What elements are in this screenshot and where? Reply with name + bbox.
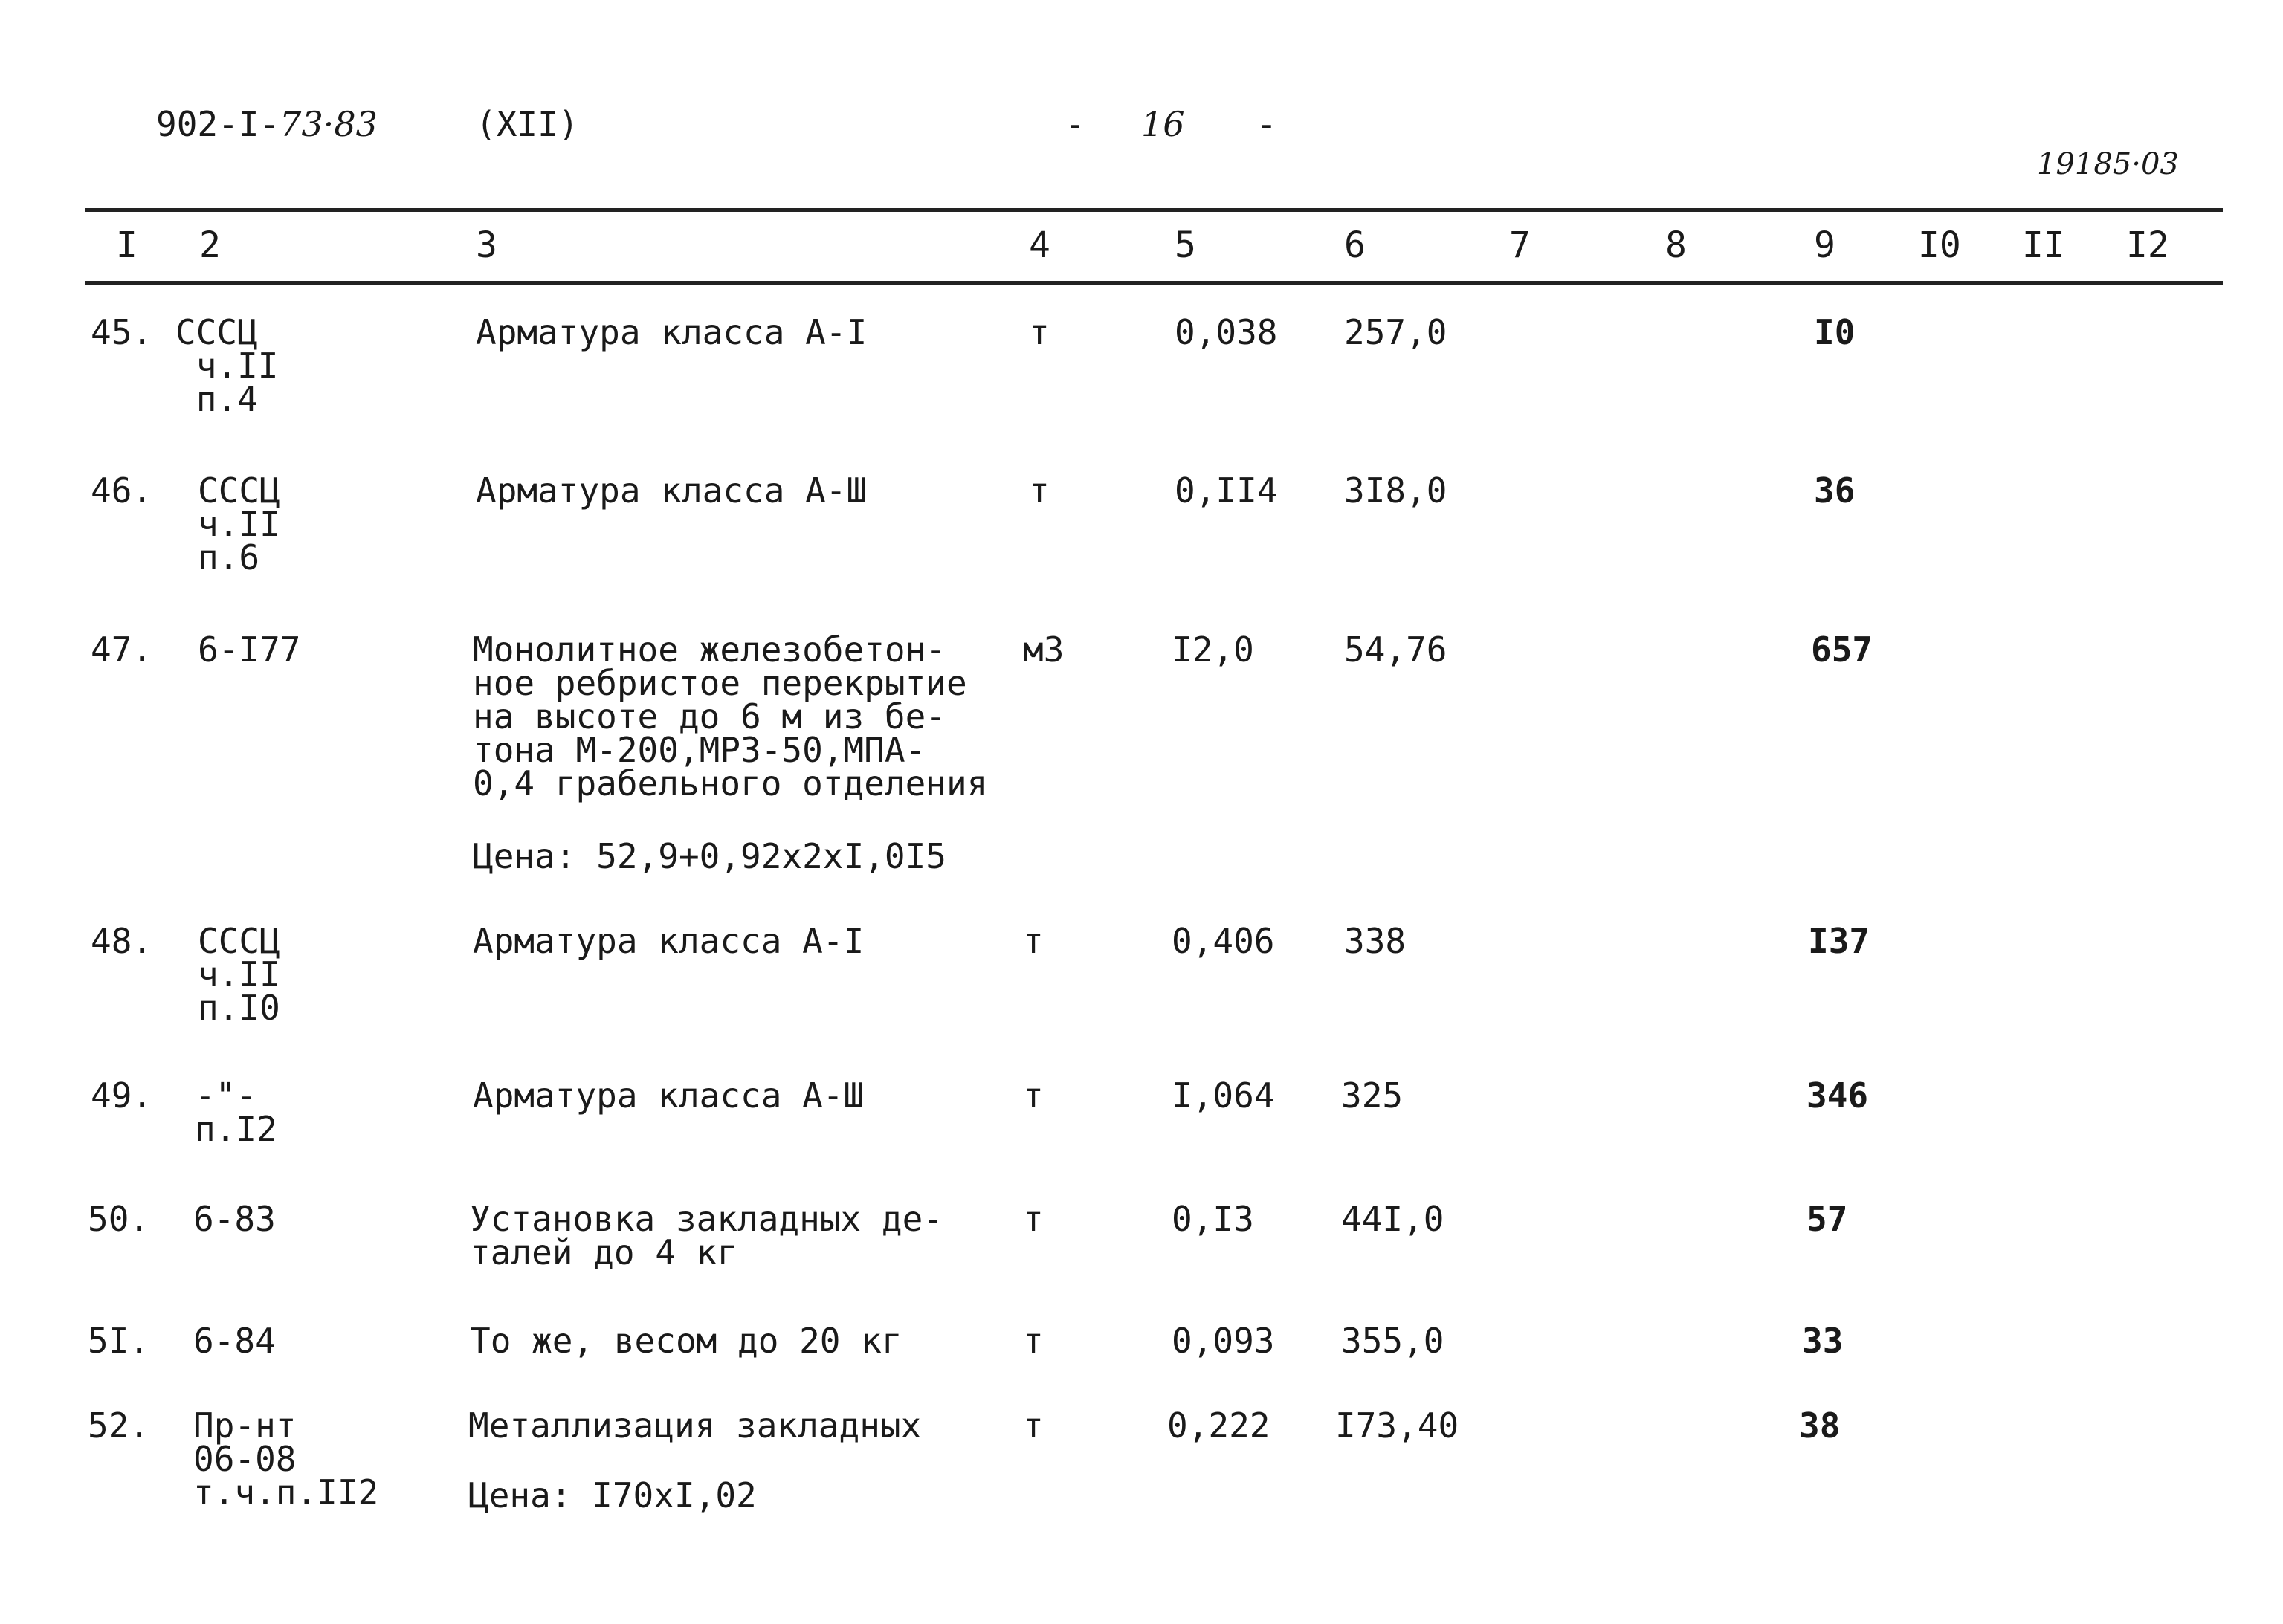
norm-reference: СССЦ ч.II п.6	[198, 470, 280, 578]
total-cost: 33	[1802, 1321, 1844, 1361]
norm-reference: 6-84	[193, 1321, 276, 1361]
row-number: 48.	[91, 921, 153, 961]
work-description: Арматура класса А-I	[476, 312, 868, 352]
column-header-5: 5	[1175, 224, 1196, 266]
unit-price: 355,0	[1341, 1321, 1444, 1361]
row-number: 5I.	[88, 1321, 150, 1361]
column-header-4: 4	[1029, 224, 1050, 266]
work-description: Монолитное железобетон- ное ребристое перекрытие на высоте до 6 м из бе- тона М-200,МРЗ-50,МПА- 0,4 грабельного отделения	[473, 630, 988, 803]
work-description: Арматура класса А-Ш	[476, 470, 868, 511]
column-header-1: I	[116, 224, 138, 266]
quantity: 0,222	[1167, 1405, 1270, 1446]
column-header-7: 7	[1509, 224, 1531, 266]
column-header-9: 9	[1814, 224, 1835, 266]
page-dash-right: -	[1256, 104, 1277, 144]
unit: м3	[1023, 630, 1065, 670]
column-header-3: 3	[476, 224, 497, 266]
quantity: 0,093	[1172, 1321, 1275, 1361]
total-cost: 657	[1811, 630, 1873, 670]
quantity: 0,406	[1172, 921, 1275, 961]
quantity: 0,038	[1175, 312, 1278, 352]
norm-reference: СССЦ ч.II п.I0	[198, 921, 280, 1028]
quantity: I,064	[1172, 1075, 1275, 1116]
document-code-handwritten: 73·83	[280, 104, 378, 144]
header-bottom-rule	[85, 281, 2223, 285]
quantity: 0,I3	[1172, 1199, 1254, 1239]
row-number: 47.	[91, 630, 153, 670]
work-description: То же, весом до 20 кг	[470, 1321, 902, 1361]
column-header-6: 6	[1344, 224, 1366, 266]
norm-reference: 6-83	[193, 1199, 276, 1239]
unit: т	[1023, 1405, 1044, 1446]
section-label: (XII)	[476, 104, 579, 144]
document-code-printed: 902-I-	[156, 104, 280, 144]
unit: т	[1023, 1199, 1044, 1239]
page-number: 16	[1141, 104, 1185, 144]
column-header-11: II	[2022, 224, 2065, 266]
work-description: Арматура класса А-Ш	[473, 1075, 865, 1116]
row-number: 46.	[91, 470, 153, 511]
corner-number: 19185·03	[2037, 147, 2179, 181]
total-cost: 57	[1806, 1199, 1848, 1239]
unit-price: 325	[1341, 1075, 1404, 1116]
unit: т	[1029, 312, 1050, 352]
total-cost: 38	[1799, 1405, 1841, 1446]
column-header-12: I2	[2126, 224, 2169, 266]
row-number: 49.	[91, 1075, 153, 1116]
document-code	[156, 104, 378, 144]
unit-price: 257,0	[1344, 312, 1447, 352]
header-top-rule	[85, 208, 2223, 212]
unit-price: I73,40	[1335, 1405, 1459, 1446]
quantity: 0,II4	[1175, 470, 1278, 511]
column-header-8: 8	[1665, 224, 1687, 266]
total-cost: I37	[1808, 921, 1870, 961]
norm-reference: СССЦ ч.II п.4	[175, 312, 279, 419]
column-header-10: I0	[1918, 224, 1961, 266]
work-description: Установка закладных де- талей до 4 кг	[470, 1199, 943, 1272]
unit: т	[1029, 470, 1050, 511]
row-number: 52.	[88, 1405, 150, 1446]
unit: т	[1023, 1075, 1044, 1116]
unit-price: 3I8,0	[1344, 470, 1447, 511]
unit: т	[1023, 1321, 1044, 1361]
norm-reference: Пр-нт 06-08 т.ч.п.II2	[193, 1405, 379, 1513]
unit-price: 44I,0	[1341, 1199, 1444, 1239]
unit-price: 54,76	[1344, 630, 1447, 670]
price-formula: Цена: I70хI,02	[468, 1475, 757, 1515]
page-dash-left: -	[1065, 104, 1085, 144]
row-number: 50.	[88, 1199, 150, 1239]
work-description: Металлизация закладных	[468, 1405, 922, 1446]
unit-price: 338	[1344, 921, 1407, 961]
total-cost: 36	[1814, 470, 1856, 511]
total-cost: 346	[1806, 1075, 1869, 1116]
column-header-2: 2	[199, 224, 221, 266]
work-description: Арматура класса А-I	[473, 921, 865, 961]
norm-reference: 6-I77	[198, 630, 301, 670]
row-number: 45.	[91, 312, 153, 352]
unit: т	[1023, 921, 1044, 961]
price-formula: Цена: 52,9+0,92х2хI,0I5	[473, 836, 946, 876]
quantity: I2,0	[1172, 630, 1254, 670]
norm-reference: -"- п.I2	[195, 1075, 277, 1149]
total-cost: I0	[1814, 312, 1856, 352]
